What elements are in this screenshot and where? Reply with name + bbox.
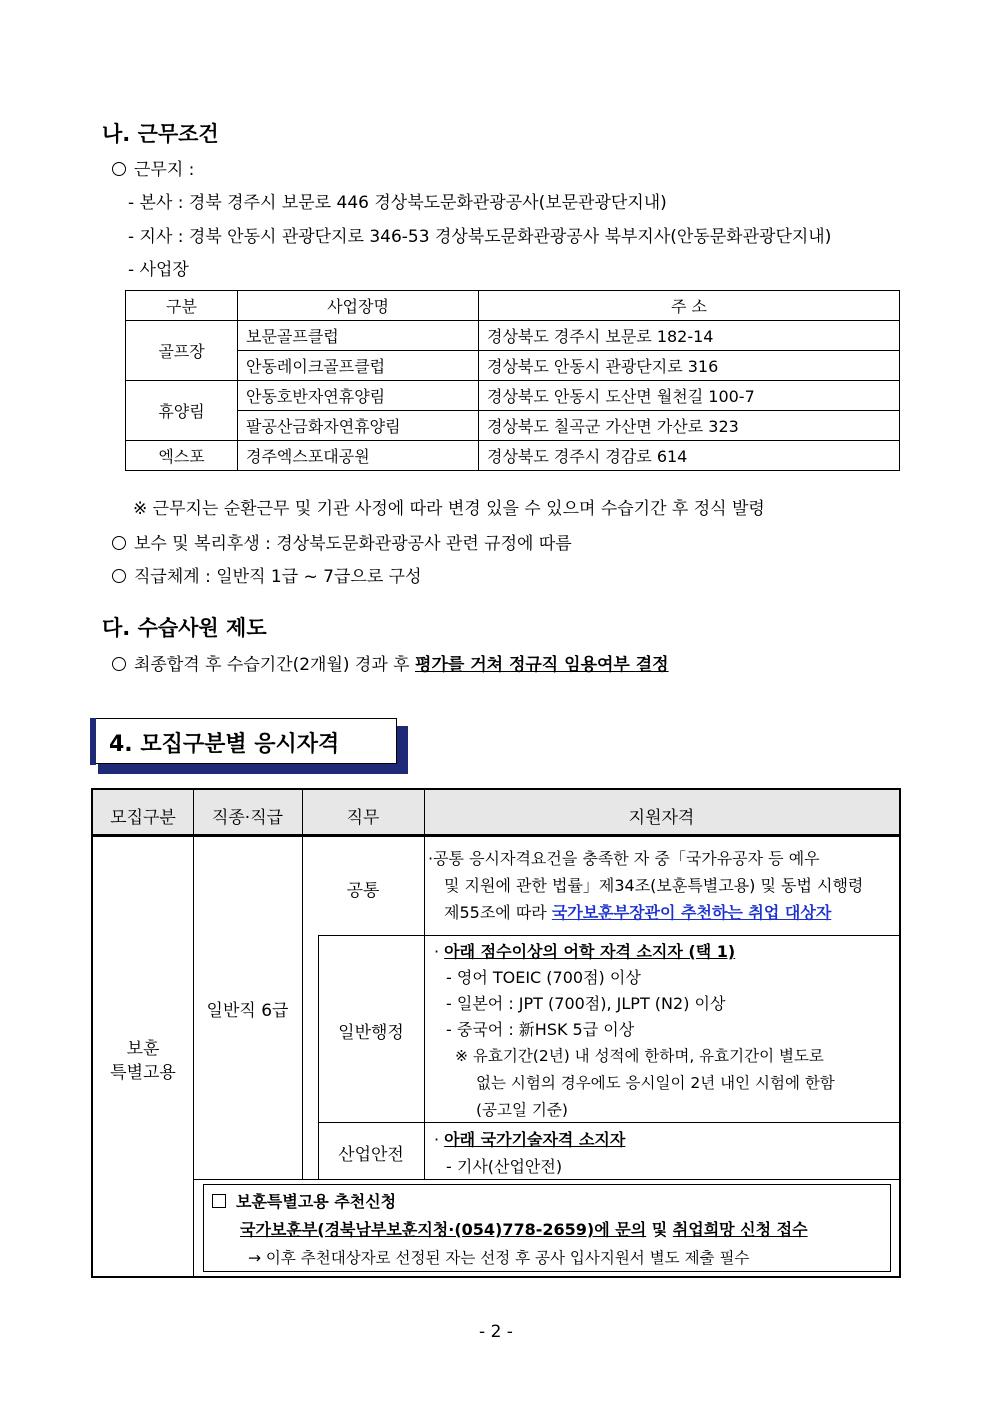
grade-item: 직급체계 : 일반직 1급 ~ 7급으로 구성 <box>112 562 422 587</box>
col-header-qualification: 지원자격 <box>628 808 695 828</box>
circle-bullet-icon <box>112 569 126 583</box>
circle-bullet-icon <box>112 657 126 671</box>
admin-line: · 아래 점수이상의 어학 자격 소지자 (택 1) <box>434 942 736 961</box>
sites-label: - 사업장 <box>128 260 189 280</box>
table-row <box>126 321 900 351</box>
site-name: 안동호반자연휴양림 <box>238 381 479 411</box>
row-divider <box>318 1122 901 1123</box>
section-heading-work-conditions: 나. 근무조건 <box>102 122 219 146</box>
probation-item: 최종합격 후 수습기간(2개월) 경과 후 평가를 거쳐 정규직 임용여부 결정 <box>112 650 669 675</box>
row-divider <box>193 1179 901 1180</box>
table-row <box>126 351 900 381</box>
col-header-rank: 직종·직급 <box>211 808 284 828</box>
admin-line: - 영어 TOEIC (700점) 이상 <box>446 968 641 987</box>
duty-safety: 산업안전 <box>338 1145 404 1165</box>
common-line: 제55조에 따라 국가보훈부장관이 추천하는 취업 대상자 <box>444 903 832 922</box>
hq-address: - 본사 : 경북 경주시 보문로 446 경상북도문화관광공사(보문관광단지내) <box>128 193 667 213</box>
admin-note: ※ 유효기간(2년) 내 성적에 한하며, 유효기간이 별도로 <box>455 1047 824 1065</box>
table-header: 사업장명 <box>238 291 479 321</box>
admin-line: - 중국어 : 新HSK 5급 이상 <box>446 1020 635 1039</box>
group-cell: 골프장 <box>126 321 238 381</box>
page-number: - 2 - <box>479 1322 513 1342</box>
section-heading-probation: 다. 수습사원 제도 <box>102 616 267 640</box>
banner-accent <box>90 718 96 765</box>
pay-item: 보수 및 복리후생 : 경상북도문화관광공사 관련 규정에 따름 <box>112 529 572 554</box>
group-cell: 엑스포 <box>126 441 238 471</box>
row-divider <box>318 935 901 936</box>
col-divider <box>302 790 303 1180</box>
site-name: 안동레이크골프클럽 <box>238 351 479 381</box>
site-address: 경상북도 안동시 도산면 월천길 100-7 <box>479 381 900 411</box>
header-divider <box>91 834 901 837</box>
category-line-1: 보훈 <box>126 1039 160 1059</box>
site-address: 경상북도 안동시 관광단지로 316 <box>479 351 900 381</box>
section-banner: 4. 모집구분별 응시자격 <box>90 718 397 764</box>
col-header-duty: 직무 <box>346 808 380 828</box>
site-name: 경주엑스포대공원 <box>238 441 479 471</box>
recommendation-line: 국가보훈부(경북남부보훈지청·(054)778-2659)에 문의 및 취업희망 신청 접수 <box>240 1220 808 1239</box>
category-line-2: 특별고용 <box>110 1063 176 1083</box>
duty-admin: 일반행정 <box>338 1023 404 1043</box>
worksite-table <box>125 290 900 471</box>
site-address: 경상북도 경주시 경감로 614 <box>479 441 900 471</box>
safety-line: · 아래 국가기술자격 소지자 <box>434 1130 626 1149</box>
table-row <box>126 381 900 411</box>
group-cell: 휴양림 <box>126 381 238 441</box>
common-line: ·공통 응시자격요건을 충족한 자 중「국가유공자 등 예우 <box>428 849 820 868</box>
admin-note: (공고일 기준) <box>476 1101 568 1119</box>
col-header-category: 모집구분 <box>110 808 176 828</box>
table-header: 주 소 <box>479 291 900 321</box>
site-address: 경상북도 칠곡군 가산면 가산로 323 <box>479 411 900 441</box>
table-row <box>126 411 900 441</box>
admin-note: 없는 시험의 경우에도 응시일이 2년 내인 시험에 한함 <box>476 1074 835 1092</box>
workplace-note: ※ 근무지는 순환근무 및 기관 사정에 따라 변경 있을 수 있으며 수습기간 후 정식 발령 <box>133 499 765 519</box>
admin-line: - 일본어 : JPT (700점), JLPT (N2) 이상 <box>446 994 726 1013</box>
safety-line: - 기사(산업안전) <box>446 1157 563 1176</box>
site-address: 경상북도 경주시 보문로 182-14 <box>479 321 900 351</box>
col-divider <box>193 790 194 1276</box>
circle-bullet-icon <box>112 536 126 550</box>
branch-address: - 지사 : 경북 안동시 관광단지로 346-53 경상북도문화관광공사 북부지사(안동문화관광단지내) <box>128 227 832 247</box>
recommendation-title: 보훈특별고용 추천신청 <box>212 1189 396 1212</box>
common-line: 및 지원에 관한 법률」제34조(보훈특별고용) 및 동법 시행령 <box>444 876 864 895</box>
table-header-row <box>126 291 900 321</box>
site-name: 보문골프클럽 <box>238 321 479 351</box>
table-header: 구분 <box>126 291 238 321</box>
duty-common: 공통 <box>346 881 380 901</box>
checkbox-icon <box>212 1194 226 1208</box>
rank-cell: 일반직 6급 <box>206 1001 289 1021</box>
workplace-label: 근무지 : <box>112 155 194 180</box>
recommendation-note: → 이후 추천대상자로 선정된 자는 선정 후 공사 입사지원서 별도 제출 필수 <box>248 1249 750 1267</box>
circle-bullet-icon <box>112 162 126 176</box>
site-name: 팔공산금화자연휴양림 <box>238 411 479 441</box>
table-row <box>126 441 900 471</box>
